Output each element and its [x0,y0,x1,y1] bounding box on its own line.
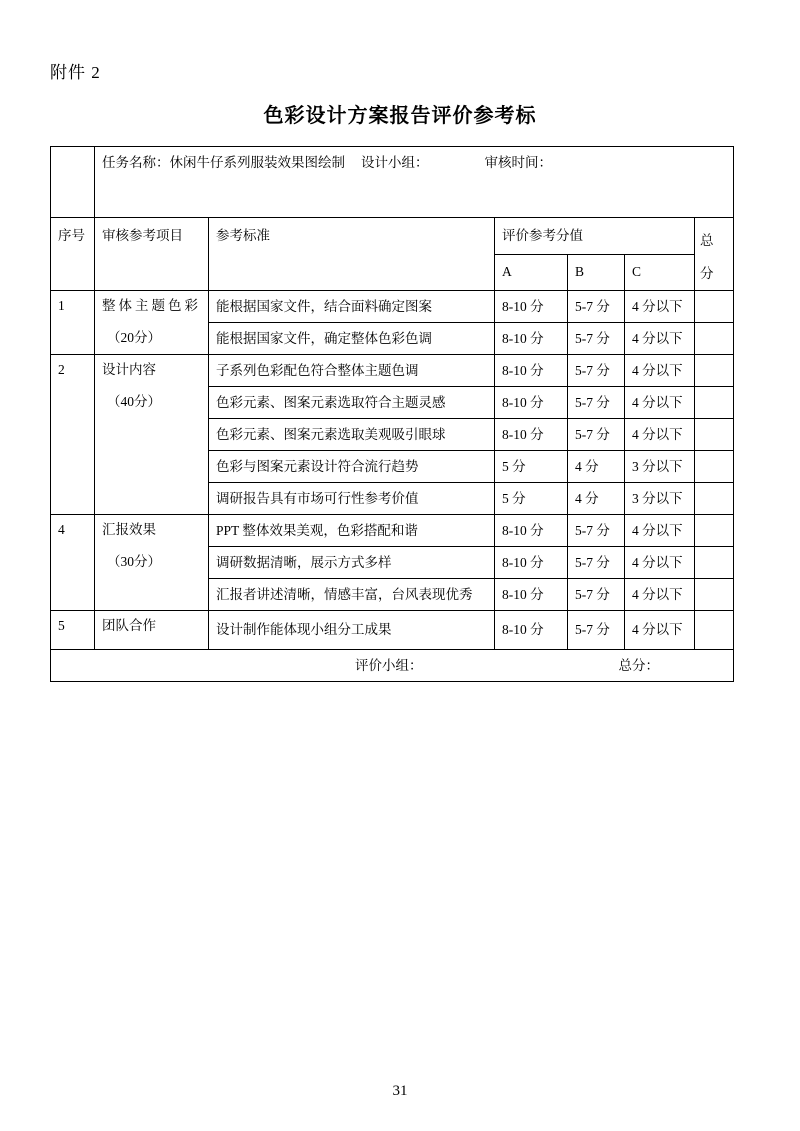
score-b: 5-7 分 [568,323,625,355]
task-name: 任务名称：休闲牛仔系列服装效果图绘制 [102,155,345,170]
criteria-row [51,291,734,323]
criteria-standard: 能根据国家文件，确定整体色彩色调 [209,323,495,355]
criteria-standard: 设计制作能体现小组分工成果 [209,611,495,650]
section-item-cell [95,515,209,611]
score-c: 4 分以下 [625,387,695,419]
criteria-standard: 子系列色彩配色符合整体主题色调 [209,355,495,387]
header-row-1 [51,218,734,255]
section-item-cell [95,291,209,355]
section-number: 1 [51,291,95,355]
col-header-score-ref: 评价参考分值 [495,218,695,255]
criteria-standard: PPT 整体效果美观，色彩搭配和谐 [209,515,495,547]
section-number: 4 [51,515,95,611]
total-score-cell[interactable] [695,419,734,451]
score-c: 3 分以下 [625,451,695,483]
score-a: 8-10 分 [495,547,568,579]
task-corner-cell [51,147,95,218]
col-header-b: B [568,254,625,291]
total-score-cell[interactable] [695,611,734,650]
eval-group-label: 评价小组： [355,657,423,673]
total-score-cell[interactable] [695,323,734,355]
score-c: 4 分以下 [625,355,695,387]
score-a: 8-10 分 [495,291,568,323]
score-c: 3 分以下 [625,483,695,515]
criteria-standard: 能根据国家文件，结合面料确定图案 [209,291,495,323]
total-score-cell[interactable] [695,355,734,387]
score-a: 5 分 [495,451,568,483]
total-score-cell[interactable] [695,291,734,323]
criteria-standard: 调研报告具有市场可行性参考价值 [209,483,495,515]
col-header-item: 审核参考项目 [95,218,209,291]
criteria-standard: 调研数据清晰，展示方式多样 [209,547,495,579]
score-a: 8-10 分 [495,515,568,547]
col-header-c: C [625,254,695,291]
section-number: 5 [51,611,95,650]
evaluation-table [50,146,734,682]
score-a: 5 分 [495,483,568,515]
task-info-cell [95,147,734,218]
total-score-cell[interactable] [695,483,734,515]
total-score-cell[interactable] [695,451,734,483]
section-item-cell [95,611,209,650]
col-header-total-label: 总分 [700,233,714,281]
total-score-cell[interactable] [695,547,734,579]
score-b: 5-7 分 [568,547,625,579]
score-c: 4 分以下 [625,547,695,579]
score-b: 4 分 [568,483,625,515]
score-b: 5-7 分 [568,387,625,419]
section-item-name: 整体主题色彩 [102,298,201,313]
score-a: 8-10 分 [495,579,568,611]
score-a: 8-10 分 [495,323,568,355]
col-header-no: 序号 [51,218,95,291]
col-header-standard: 参考标准 [209,218,495,291]
criteria-row [51,355,734,387]
score-c: 4 分以下 [625,419,695,451]
score-b: 5-7 分 [568,419,625,451]
score-b: 5-7 分 [568,355,625,387]
score-a: 8-10 分 [495,611,568,650]
criteria-standard: 汇报者讲述清晰，情感丰富，台风表现优秀 [209,579,495,611]
task-info-row [51,147,734,218]
score-b: 4 分 [568,451,625,483]
section-item-name: 团队合作 [102,618,156,633]
score-b: 5-7 分 [568,611,625,650]
section-number: 2 [51,355,95,515]
design-group-label: 设计小组： [361,155,429,170]
col-header-total [695,218,734,291]
document-title: 色彩设计方案报告评价参考标 [263,103,537,127]
review-time-label: 审核时间： [484,155,552,170]
score-c: 4 分以下 [625,323,695,355]
total-score-cell[interactable] [695,515,734,547]
section-item-name: 汇报效果 [102,522,156,537]
section-points: （20分） [107,330,161,345]
score-b: 5-7 分 [568,579,625,611]
score-a: 8-10 分 [495,355,568,387]
score-b: 5-7 分 [568,291,625,323]
criteria-row [51,611,734,650]
total-score-cell[interactable] [695,579,734,611]
section-points: （30分） [107,554,161,569]
total-label: 总分： [618,657,659,673]
section-points: （40分） [107,394,161,409]
footer-row [51,650,734,682]
criteria-standard: 色彩与图案元素设计符合流行趋势 [209,451,495,483]
section-item-cell [95,355,209,515]
criteria-row [51,515,734,547]
score-c: 4 分以下 [625,515,695,547]
footer-cell [51,650,734,682]
col-header-a: A [495,254,568,291]
score-c: 4 分以下 [625,291,695,323]
criteria-standard: 色彩元素、图案元素选取美观吸引眼球 [209,419,495,451]
score-a: 8-10 分 [495,387,568,419]
score-c: 4 分以下 [625,611,695,650]
section-item-name: 设计内容 [102,362,156,377]
total-score-cell[interactable] [695,387,734,419]
page-number: 31 [392,1083,408,1099]
score-b: 5-7 分 [568,515,625,547]
attachment-label: 附件 2 [50,63,101,82]
score-c: 4 分以下 [625,579,695,611]
score-a: 8-10 分 [495,419,568,451]
criteria-standard: 色彩元素、图案元素选取符合主题灵感 [209,387,495,419]
